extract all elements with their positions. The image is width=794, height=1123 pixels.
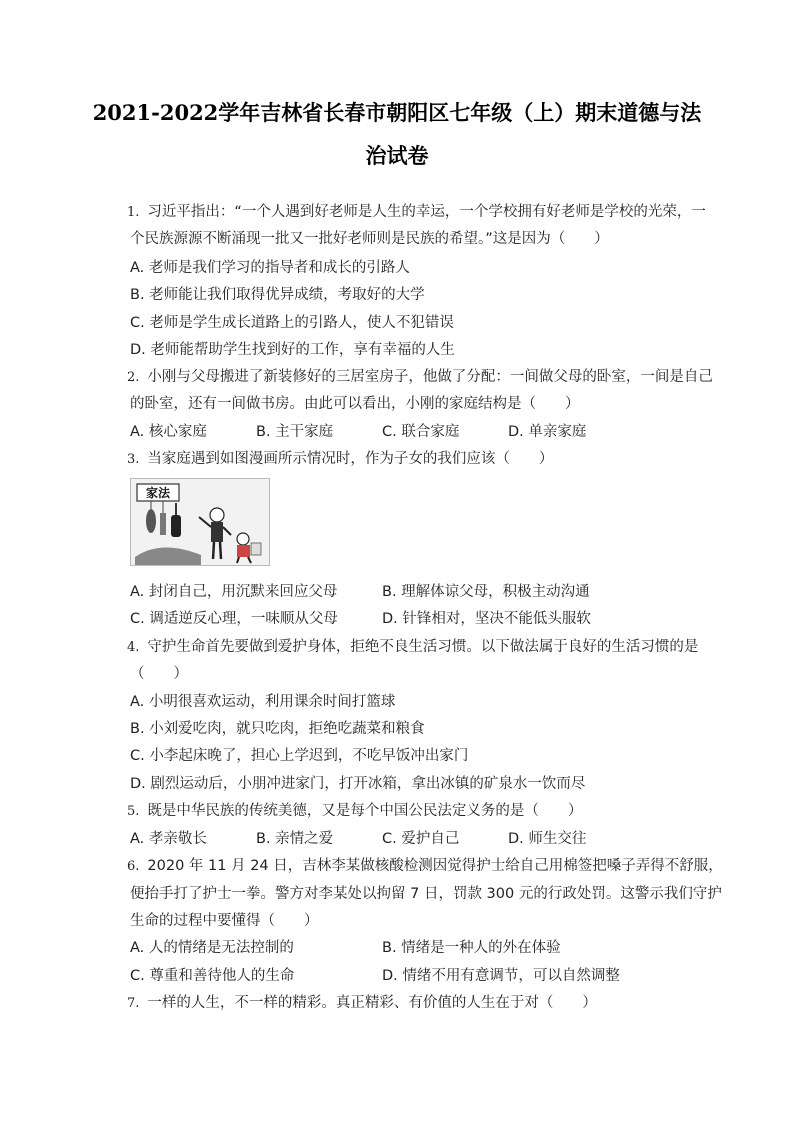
question-text: 2020 年 11 月 24 日，吉林李某做核酸检测因觉得护士给自己用棉签把嗓子弄得不舒服， bbox=[147, 858, 723, 874]
question-text: 的卧室，还有一间做书房。由此可以看出，小刚的家庭结构是（ ） bbox=[130, 396, 580, 412]
question-number: 4. bbox=[127, 640, 140, 655]
question-text: 既是中华民族的传统美德，又是每个中国公民法定义务的是（ ） bbox=[147, 803, 583, 819]
question-text: 当家庭遇到如图漫画所示情况时，作为子女的我们应该（ ） bbox=[147, 451, 554, 467]
question-text: 习近平指出：“一个人遇到好老师是人生的幸运，一个学校拥有好老师是学校的光荣，一 bbox=[147, 204, 706, 220]
option-d: D. 师生交往 bbox=[508, 831, 587, 847]
option-b: B. 小刘爱吃肉，就只吃肉，拒绝吃蔬菜和粮食 bbox=[130, 721, 425, 737]
option-a: A. 封闭自己，用沉默来回应父母 bbox=[130, 584, 338, 600]
question-number: 6. bbox=[127, 859, 140, 874]
question-number: 3. bbox=[127, 452, 140, 467]
option-b: B. 情绪是一种人的外在体验 bbox=[382, 940, 561, 956]
option-a: A. 老师是我们学习的指导者和成长的引路人 bbox=[130, 260, 410, 276]
option-c: C. 小李起床晚了，担心上学迟到，不吃早饭冲出家门 bbox=[130, 748, 469, 764]
question-number: 7. bbox=[127, 996, 140, 1011]
option-b: B. 理解体谅父母，积极主动沟通 bbox=[382, 584, 590, 600]
question-text: 便抬手打了护士一拳。警方对李某处以拘留 7 日，罚款 300 元的行政处罚。这警示我们守护 bbox=[130, 886, 722, 902]
question-number: 2. bbox=[127, 370, 140, 385]
option-b: B. 亲情之爱 bbox=[256, 831, 334, 847]
option-a: A. 人的情绪是无法控制的 bbox=[130, 940, 294, 956]
option-c: C. 爱护自己 bbox=[382, 831, 460, 847]
question-number: 1. bbox=[127, 205, 140, 220]
option-c: C. 联合家庭 bbox=[382, 424, 460, 440]
option-d: D. 针锋相对，坚决不能低头服软 bbox=[382, 611, 591, 627]
exam-title-line2: 治试卷 bbox=[365, 143, 429, 168]
option-d: D. 老师能帮助学生找到好的工作，享有幸福的人生 bbox=[130, 342, 455, 358]
option-d: D. 剧烈运动后，小朋冲进家门，打开冰箱，拿出冰镇的矿泉水一饮而尽 bbox=[130, 776, 586, 792]
sign-label-text: 家法 bbox=[145, 486, 171, 500]
question-text: （ ） bbox=[130, 666, 188, 682]
family-rules-cartoon bbox=[130, 478, 270, 566]
option-d: D. 单亲家庭 bbox=[508, 424, 587, 440]
option-b: B. 老师能让我们取得优异成绩，考取好的大学 bbox=[130, 287, 425, 303]
option-c: C. 老师是学生成长道路上的引路人，使人不犯错误 bbox=[130, 315, 454, 331]
question-number: 5. bbox=[127, 804, 140, 819]
option-a: A. 孝亲敬长 bbox=[130, 831, 207, 847]
option-b: B. 主干家庭 bbox=[256, 424, 334, 440]
option-c: C. 尊重和善待他人的生命 bbox=[130, 968, 295, 984]
option-a: A. 核心家庭 bbox=[130, 424, 207, 440]
question-text: 小刚与父母搬进了新装修好的三居室房子，他做了分配：一间做父母的卧室，一间是自己 bbox=[147, 369, 713, 385]
cartoon-illustration bbox=[131, 479, 269, 565]
option-a: A. 小明很喜欢运动，利用课余时间打篮球 bbox=[130, 694, 396, 710]
question-text: 个民族源源不断涌现一批又一批好老师则是民族的希望。”这是因为（ ） bbox=[130, 231, 609, 247]
exam-title-line1: 2021-2022学年吉林省长春市朝阳区七年级（上）期末道德与法 bbox=[92, 100, 702, 125]
option-c: C. 调适逆反心理，一味顺从父母 bbox=[130, 611, 338, 627]
question-text: 生命的过程中要懂得（ ） bbox=[130, 913, 319, 929]
question-text: 守护生命首先要做到爱护身体，拒绝不良生活习惯。以下做法属于良好的生活习惯的是 bbox=[147, 639, 699, 655]
question-text: 一样的人生，不一样的精彩。真正精彩、有价值的人生在于对（ ） bbox=[147, 995, 597, 1011]
option-d: D. 情绪不用有意调节，可以自然调整 bbox=[382, 968, 620, 984]
